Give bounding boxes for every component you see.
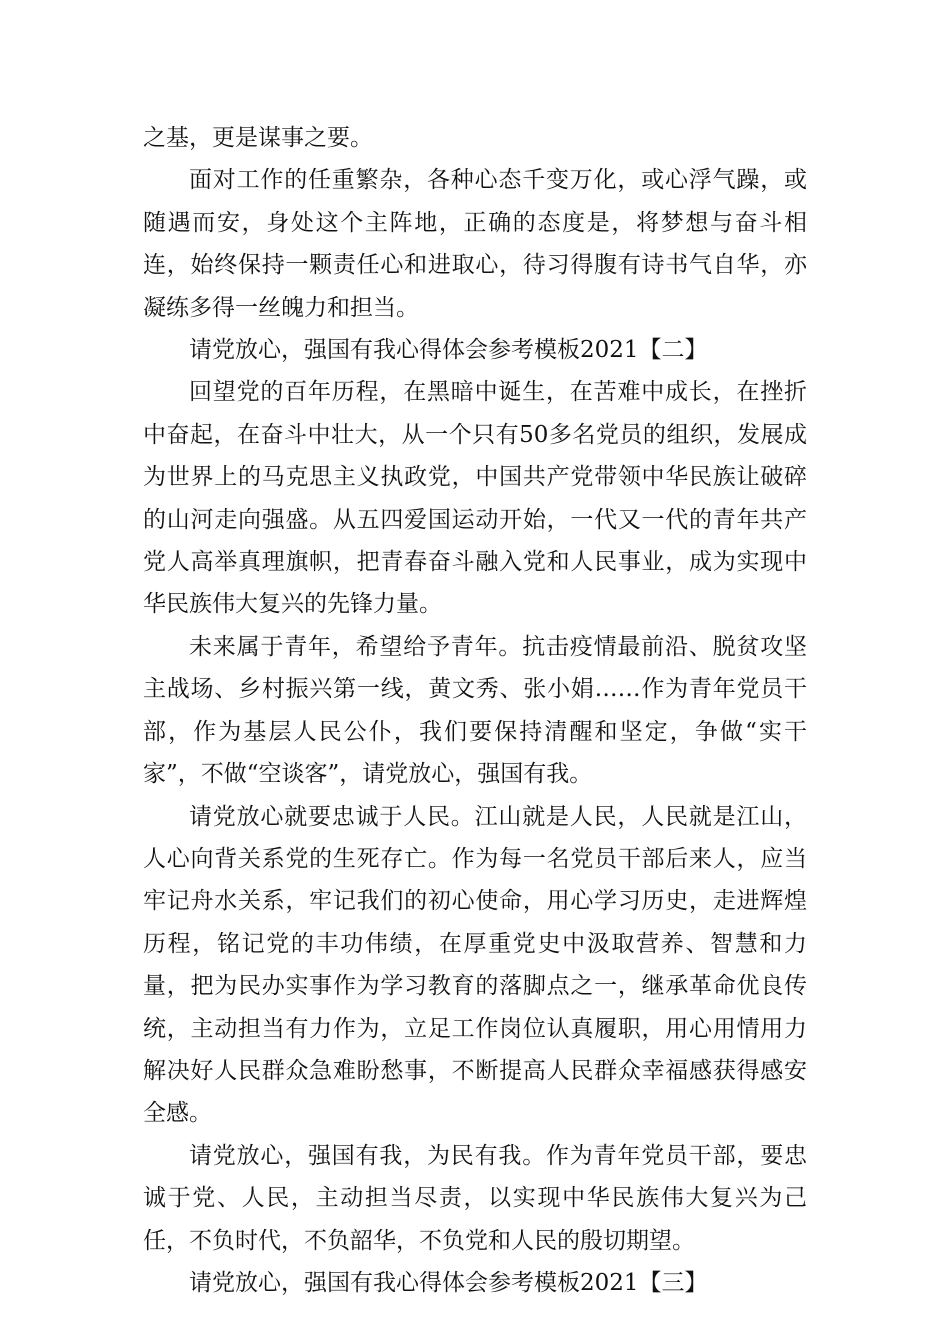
document-body xyxy=(143,117,807,1304)
paragraph-continued: 之基，更是谋事之要。 xyxy=(143,125,373,151)
section-heading-two: 请党放心，强国有我心得体会参考模板2021【二】 xyxy=(189,337,708,364)
paragraph-loyal-to-people: 请党放心就要忠诚于人民。江山就是人民，人民就是江山，人心向背关系党的生死存亡。作为每一名党员干部后来人，应当牢记舟水关系，牢记我们的初心使命，用心学习历史，走进辉煌历程，铭记党的丰功伟绩，在厚重党史中汲取营养、智慧和力量，把为民办实事作为学习教育的落脚点之一，继承革命优良传统，主动担当有力作为，立足工作岗位认真履职，用心用情用力解决好人民群众急难盼愁事，不断提高人民群众幸福感获得感安全感。 xyxy=(143,803,807,1127)
paragraph-serve-people: 请党放心，强国有我，为民有我。作为青年党员干部，要忠诚于党、人民，主动担当尽责，以实现中华民族伟大复兴为己任，不负时代，不负韶华，不负党和人民的殷切期望。 xyxy=(143,1142,807,1254)
section-heading-three: 请党放心，强国有我心得体会参考模板2021【三】 xyxy=(189,1269,708,1296)
paragraph-party-history: 回望党的百年历程，在黑暗中诞生，在苦难中成长，在挫折中奋起，在奋斗中壮大，从一个只有50多名党员的组织，发展成为世界上的马克思主义执政党，中国共产党带领中华民族让破碎的山河走向强盛。从五四爱国运动开始，一代又一代的青年共产党人高举真理旗帜，把青春奋斗融入党和人民事业，成为实现中华民族伟大复兴的先锋力量。 xyxy=(143,379,807,618)
paragraph-work-attitude: 面对工作的任重繁杂，各种心态千变万化，或心浮气躁，或随遇而安，身处这个主阵地，正确的态度是，将梦想与奋斗相连，始终保持一颗责任心和进取心，待习得腹有诗书气自华，亦凝练多得一丝魄力和担当。 xyxy=(143,167,807,321)
paragraph-youth-future: 未来属于青年，希望给予青年。抗击疫情最前沿、脱贫攻坚主战场、乡村振兴第一线，黄文秀、张小娟……作为青年党员干部，作为基层人民公仆，我们要保持清醒和坚定，争做“实干家”，不做“空谈客”，请党放心，强国有我。 xyxy=(143,633,807,788)
